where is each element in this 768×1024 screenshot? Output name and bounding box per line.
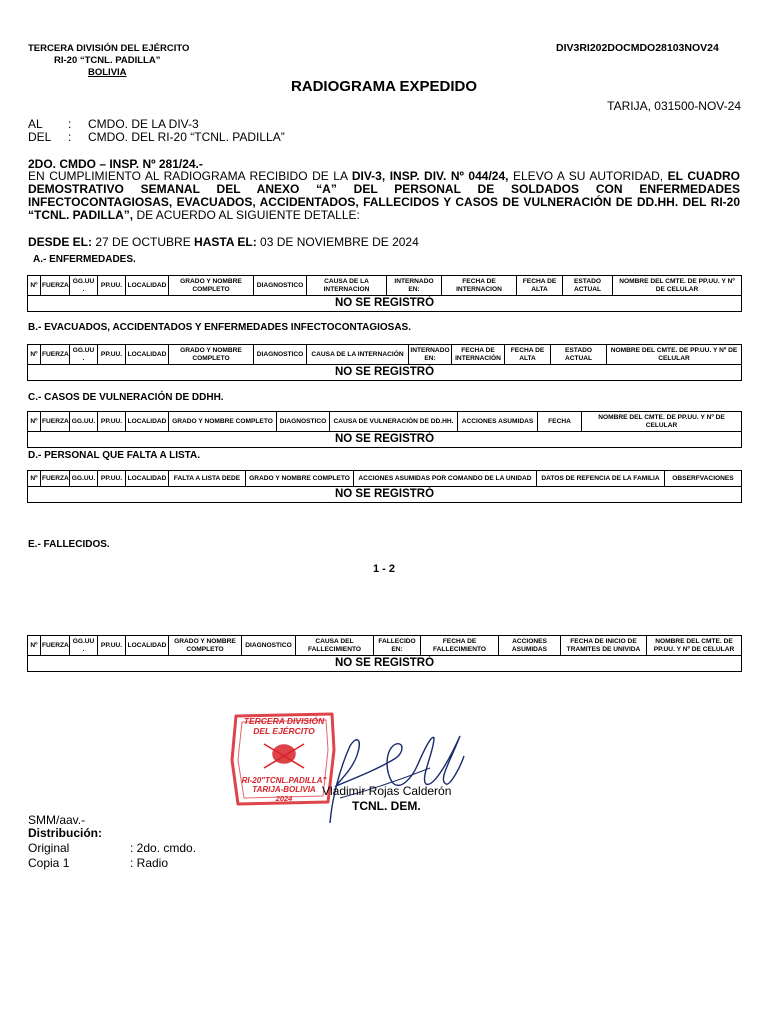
col-header: PP.UU. <box>98 276 126 296</box>
col-header: GRADO Y NOMBRE COMPLETO <box>169 276 254 296</box>
col-header: LOCALIDAD <box>126 345 169 365</box>
body-bold-1: DIV-3, INSP. DIV. Nº 044/24, <box>351 169 509 183</box>
col-header: INTERNADO EN: <box>409 345 452 365</box>
col-header: Nº <box>28 471 41 487</box>
col-header: ACCIONES ASUMIDAS <box>458 412 538 432</box>
table-b-header-row <box>28 345 742 365</box>
col-header: FUERZA <box>41 471 70 487</box>
col-header: NOMBRE DEL CMTE. DE PP.UU. Y Nº DE CELULAR <box>607 345 742 365</box>
doc-code: DIV3RI202DOCMDO28103NOV24 <box>556 42 719 54</box>
col-header: FALLECIDO EN: <box>374 636 421 656</box>
col-header: PP.UU. <box>98 345 126 365</box>
reference-number: 2DO. CMDO – INSP. Nº 281/24.- <box>28 157 203 171</box>
col-header: GG.UU . <box>70 276 98 296</box>
table-e-header-row <box>28 636 742 656</box>
al-value: CMDO. DE LA DIV-3 <box>88 117 199 131</box>
stamp-line-2: DEL EJÉRCITO <box>253 726 315 736</box>
col-header: GG.UU. <box>70 471 98 487</box>
signer-rank: TCNL. DEM. <box>352 799 421 813</box>
org-line-2: RI-20 “TCNL. PADILLA” <box>54 55 161 66</box>
col-header: ESTADO ACTUAL <box>563 276 613 296</box>
stamp-line-3: RI-20"TCNL.PADILLA" <box>241 776 327 785</box>
col-header: CAUSA DE VULNERACIÓN DE DD.HH. <box>330 412 458 432</box>
col-header: PP.UU. <box>98 471 126 487</box>
col-header: FECHA DE FALLECIMIENTO <box>421 636 499 656</box>
place-date: TARIJA, 031500-NOV-24 <box>607 99 741 113</box>
col-header: NOMBRE DEL CMTE. DE PP.UU. Y Nº DE CELULAR <box>613 276 742 296</box>
col-header: PP.UU. <box>98 412 126 432</box>
col-header: FECHA DE INICIO DE TRAMITES DE UNIVIDA <box>561 636 647 656</box>
signature-scribble <box>300 728 470 828</box>
col-header: GRADO Y NOMBRE COMPLETO <box>169 636 242 656</box>
col-header: DIAGNOSTICO <box>254 345 307 365</box>
no-record-cell: NO SE REGISTRÓ <box>28 656 742 672</box>
col-header: GG.UU . <box>70 636 98 656</box>
table-row <box>28 296 742 312</box>
stamp-line-5: 2024 <box>275 794 293 803</box>
no-record-cell: NO SE REGISTRÓ <box>28 432 742 448</box>
section-e-title: E.- FALLECIDOS. <box>28 539 110 550</box>
no-record-cell: NO SE REGISTRÓ <box>28 296 742 312</box>
table-falta-lista <box>27 470 742 503</box>
org-line-1: TERCERA DIVISIÓN DEL EJÉRCITO <box>28 43 190 54</box>
table-fallecidos <box>27 635 742 672</box>
no-record-cell: NO SE REGISTRÓ <box>28 365 742 381</box>
col-header: LOCALIDAD <box>126 412 169 432</box>
col-header: FECHA DE INTERNACIÓN <box>452 345 505 365</box>
hasta-label: HASTA EL: <box>194 235 257 249</box>
section-c-title: C.- CASOS DE VULNERACIÓN DE DDHH. <box>28 392 224 403</box>
col-header: NOMBRE DEL CMTE. DE PP.UU. Y Nº DE CELULAR <box>647 636 742 656</box>
col-header: CAUSA DEL FALLECIMIENTO <box>296 636 374 656</box>
col-header: DIAGNOSTICO <box>277 412 330 432</box>
body-text-1: EN CUMPLIMIENTO AL RADIOGRAMA RECIBIDO DE LA <box>28 169 352 183</box>
no-record-cell: NO SE REGISTRÓ <box>28 487 742 503</box>
section-b-title: B.- EVACUADOS, ACCIDENTADOS Y ENFERMEDADES INFECTOCONTAGIOSAS. <box>28 322 411 333</box>
col-header: DATOS DE REFENCIA DE LA FAMILIA <box>537 471 665 487</box>
col-header: CAUSA DE LA INTERNACIÓN <box>307 345 409 365</box>
col-header: FECHA DE ALTA <box>505 345 551 365</box>
distribution-value-copia: : Radio <box>130 856 169 870</box>
distribution-value-original: : 2do. cmdo. <box>130 841 197 855</box>
stamp-line-1: TERCERA DIVISIÓN <box>243 716 325 726</box>
col-header: DIAGNOSTICO <box>254 276 307 296</box>
body-paragraph <box>28 170 740 222</box>
table-evacuados <box>27 344 742 381</box>
col-header: FUERZA <box>41 412 70 432</box>
signer-name: Vladimir Rojas Calderón <box>322 784 452 798</box>
table-c-header-row <box>28 412 742 432</box>
col-header: Nº <box>28 276 41 296</box>
section-d-title: D.- PERSONAL QUE FALTA A LISTA. <box>28 450 201 461</box>
col-header: NOMBRE DEL CMTE. DE PP.UU. Y Nº DE CELULAR <box>582 412 742 432</box>
col-header: GG.UU . <box>70 345 98 365</box>
col-header: LOCALIDAD <box>126 471 169 487</box>
desde-value: 27 DE OCTUBRE <box>92 235 195 249</box>
initials: SMM/aav.- <box>28 813 86 827</box>
col-header: GRADO Y NOMBRE COMPLETO <box>169 345 254 365</box>
del-colon: : <box>68 130 72 144</box>
col-header: ACCIONES ASUMIDAS <box>499 636 561 656</box>
table-row <box>28 487 742 503</box>
col-header: PP.UU. <box>98 636 126 656</box>
col-header: OBSERFVACIONES <box>665 471 742 487</box>
page-number: 1 - 2 <box>372 563 395 575</box>
col-header: FALTA A LISTA DEDE <box>169 471 246 487</box>
al-label: AL <box>28 117 43 131</box>
col-header: Nº <box>28 636 41 656</box>
body-text-3: DE ACUERDO AL SIGUIENTE DETALLE: <box>133 208 360 222</box>
stamp-emblem-icon <box>264 744 304 768</box>
body-text-2: ELEVO A SU AUTORIDAD, <box>508 169 668 183</box>
col-header: DIAGNOSTICO <box>242 636 296 656</box>
org-line-3: BOLIVIA <box>88 67 127 78</box>
period-line <box>28 235 419 249</box>
col-header: GG.UU. <box>70 412 98 432</box>
table-a-header-row <box>28 276 742 296</box>
table-row <box>28 432 742 448</box>
al-colon: : <box>68 117 72 131</box>
del-value: CMDO. DEL RI-20 “TCNL. PADILLA” <box>88 130 285 144</box>
distribution-label-original: Original <box>28 841 70 855</box>
col-header: FECHA DE ALTA <box>517 276 563 296</box>
distribution-label-copia: Copia 1 <box>28 856 70 870</box>
stamp-line-4: TARIJA-BOLIVIA <box>252 785 316 794</box>
col-header: FECHA DE INTERNACION <box>442 276 517 296</box>
col-header: ESTADO ACTUAL <box>551 345 607 365</box>
table-row <box>28 656 742 672</box>
hasta-value: 03 DE NOVIEMBRE DE 2024 <box>256 235 419 249</box>
col-header: LOCALIDAD <box>126 636 169 656</box>
col-header: CAUSA DE LA INTERNACION <box>307 276 387 296</box>
del-label: DEL <box>28 130 52 144</box>
col-header: GRADO Y NOMBRE COMPLETO <box>246 471 354 487</box>
table-enfermedades <box>27 275 742 312</box>
body-bold-2: EL CUADRO DEMOSTRATIVO SEMANAL DEL ANEXO “A” DEL PERSONAL DE SOLDADOS CON ENFERMEDADES INFECTOCONTAGIOSAS, EVACUADOS, ACCIDENTADOS, FALLECIDOS Y CASOS DE VULNERACIÓN DE DD.HH. DEL RI-20 “TCNL. PADILLA”, <box>28 169 740 222</box>
col-header: FUERZA <box>41 636 70 656</box>
document-title: RADIOGRAMA EXPEDIDO <box>290 78 478 95</box>
col-header: Nº <box>28 345 41 365</box>
col-header: Nº <box>28 412 41 432</box>
col-header: LOCALIDAD <box>126 276 169 296</box>
section-a-title: A.- ENFERMEDADES. <box>33 254 136 265</box>
table-row <box>28 365 742 381</box>
col-header: FUERZA <box>41 276 70 296</box>
col-header: GRADO Y NOMBRE COMPLETO <box>169 412 277 432</box>
desde-label: DESDE EL: <box>28 235 93 249</box>
col-header: INTERNADO EN: <box>387 276 442 296</box>
table-vulneracion <box>27 411 742 448</box>
col-header: ACCIONES ASUMIDAS POR COMANDO DE LA UNIDAD <box>354 471 537 487</box>
table-d-header-row <box>28 471 742 487</box>
col-header: FUERZA <box>41 345 70 365</box>
col-header: FECHA <box>538 412 582 432</box>
distribution-label: Distribución: <box>28 826 102 840</box>
